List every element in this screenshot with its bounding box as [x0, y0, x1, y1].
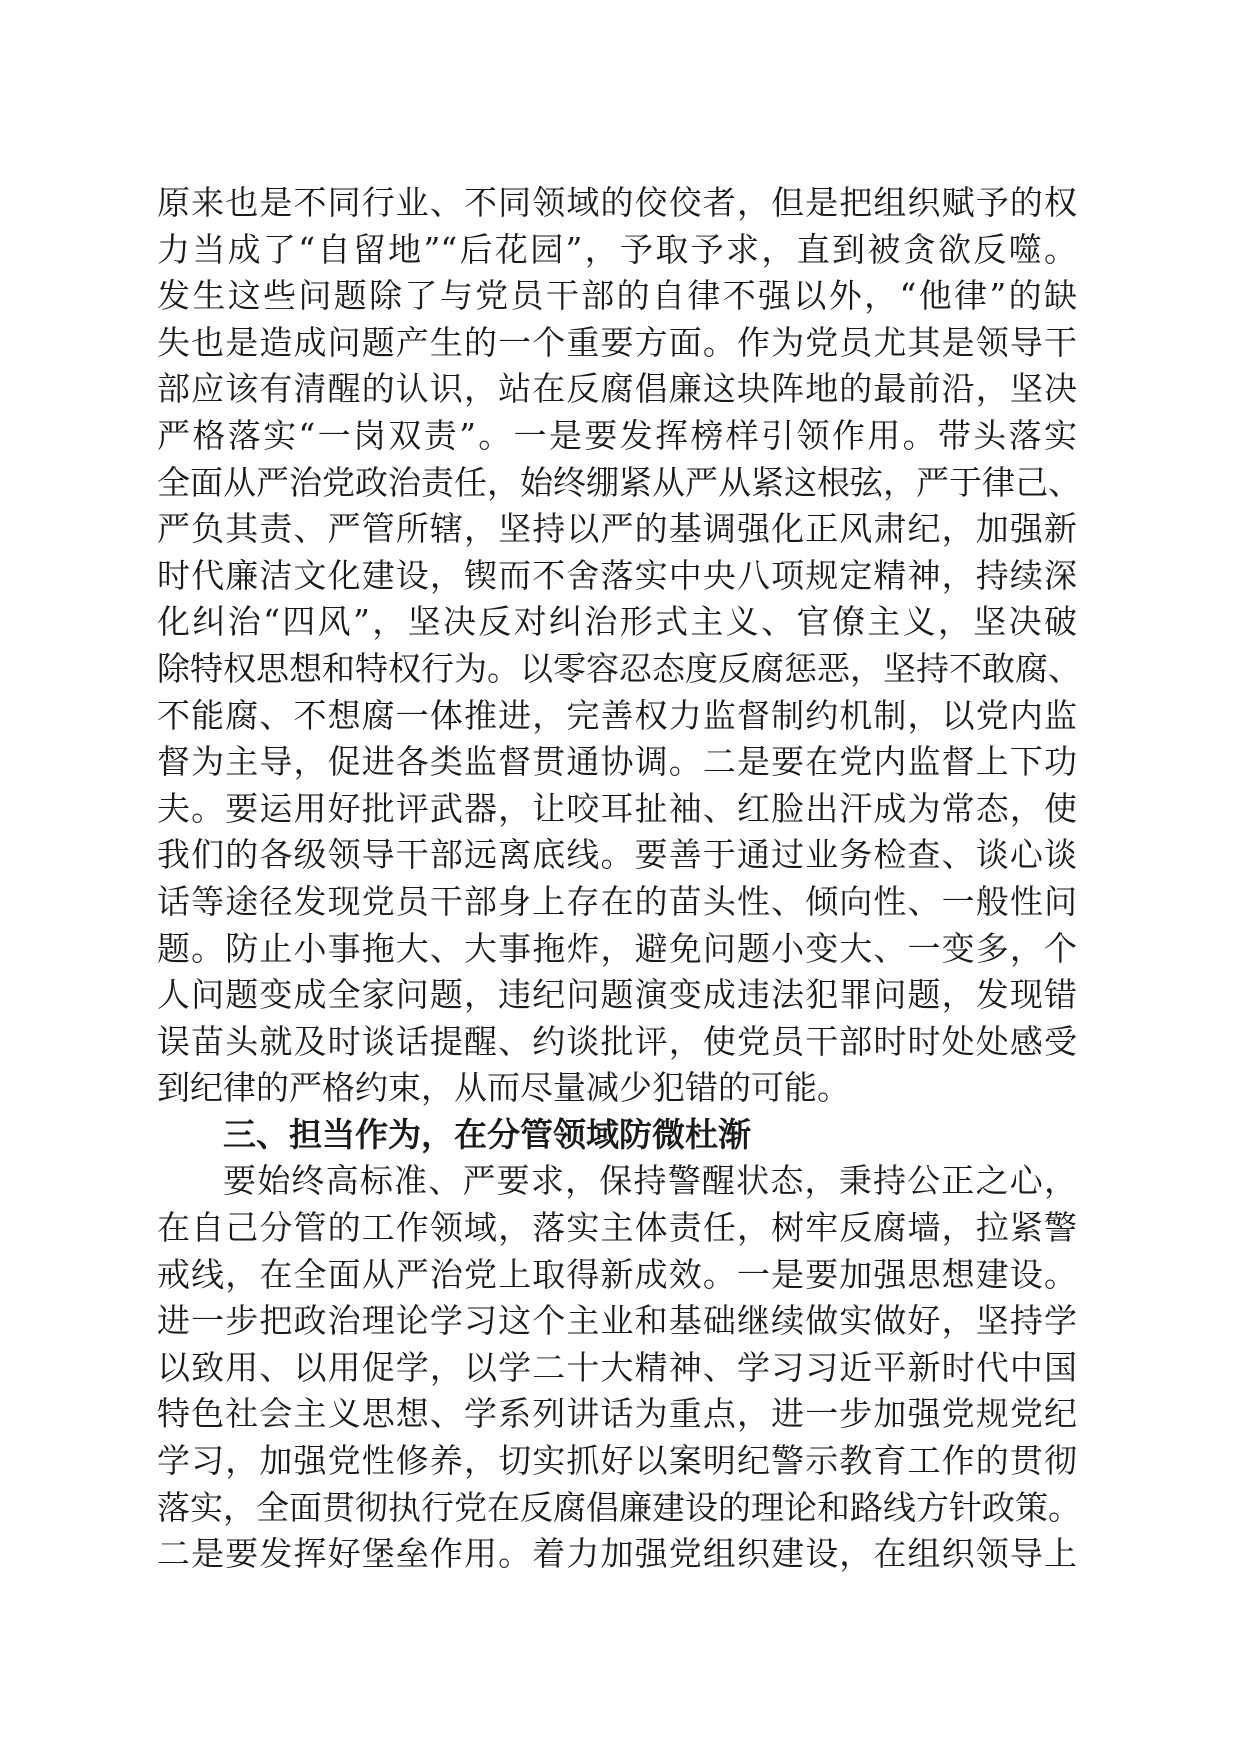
- text-line: 特色社会主义思想、学系列讲话为重点，进一步加强党规党纪: [157, 1394, 1077, 1434]
- text-line: 不能腐、不想腐一体推进，完善权力监督制约机制，以党内监: [157, 695, 1077, 735]
- text-line: 督为主导，促进各类监督贯通协调。二是要在党内监督上下功: [157, 742, 1077, 782]
- text-line: 二是要发挥好堡垒作用。着力加强党组织建设，在组织领导上: [157, 1534, 1077, 1574]
- text-line: 部应该有清醒的认识，站在反腐倡廉这块阵地的最前沿，坚决: [157, 369, 1077, 409]
- section-heading: 三、担当作为，在分管领域防微杜渐: [223, 1114, 751, 1154]
- text-line: 严格落实“一岗双责”。一是要发挥榜样引领作用。带头落实: [157, 415, 1077, 455]
- text-line: 以致用、以用促学，以学二十大精神、学习习近平新时代中国: [157, 1347, 1077, 1387]
- text-line: 严负其责、严管所辖，坚持以严的基调强化正风肃纪，加强新: [157, 509, 1077, 549]
- text-line: 要始终高标准、严要求，保持警醒状态，秉持公正之心，: [223, 1161, 1077, 1201]
- text-line: 时代廉洁文化建设，锲而不舍落实中央八项规定精神，持续深: [157, 555, 1077, 595]
- text-line: 落实，全面贯彻执行党在反腐倡廉建设的理论和路线方针政策。: [157, 1487, 1081, 1527]
- text-line: 戒线，在全面从严治党上取得新成效。一是要加强思想建设。: [157, 1254, 1077, 1294]
- text-line: 我们的各级领导干部远离底线。要善于通过业务检查、谈心谈: [157, 835, 1077, 875]
- text-line: 失也是造成问题产生的一个重要方面。作为党员尤其是领导干: [157, 322, 1077, 362]
- text-line: 误苗头就及时谈话提醒、约谈批评，使党员干部时时处处感受: [157, 1021, 1077, 1061]
- body-text: [157, 180, 1081, 1578]
- text-line: 人问题变成全家问题，违纪问题演变成违法犯罪问题，发现错: [157, 975, 1077, 1015]
- text-line: 进一步把政治理论学习这个主业和基础继续做实做好，坚持学: [157, 1301, 1077, 1341]
- text-line: 学习，加强党性修养，切实抓好以案明纪警示教育工作的贯彻: [157, 1441, 1077, 1481]
- text-line: 化纠治“四风”，坚决反对纠治形式主义、官僚主义，坚决破: [157, 602, 1077, 642]
- text-line: 原来也是不同行业、不同领域的佼佼者，但是把组织赋予的权: [157, 183, 1077, 222]
- text-line: 发生这些问题除了与党员干部的自律不强以外，“他律”的缺: [157, 276, 1077, 316]
- text-line: 话等途径发现党员干部身上存在的苗头性、倾向性、一般性问: [157, 881, 1077, 921]
- text-line: 在自己分管的工作领域，落实主体责任，树牢反腐墙，拉紧警: [157, 1208, 1077, 1248]
- text-line: 夫。要运用好批评武器，让咬耳扯袖、红脸出汗成为常态，使: [157, 788, 1077, 828]
- text-line: 力当成了“自留地”“后花园”，予取予求，直到被贪欲反噬。: [157, 229, 1077, 269]
- text-line: 全面从严治党政治责任，始终绷紧从严从紧这根弦，严于律己、: [157, 462, 1081, 502]
- text-line: 题。防止小事拖大、大事拖炸，避免问题小变大、一变多，个: [157, 928, 1077, 968]
- text-line: 到纪律的严格约束，从而尽量减少犯错的可能。: [157, 1068, 850, 1108]
- text-line: 除特权思想和特权行为。以零容忍态度反腐惩恶，坚持不敢腐、: [157, 648, 1081, 688]
